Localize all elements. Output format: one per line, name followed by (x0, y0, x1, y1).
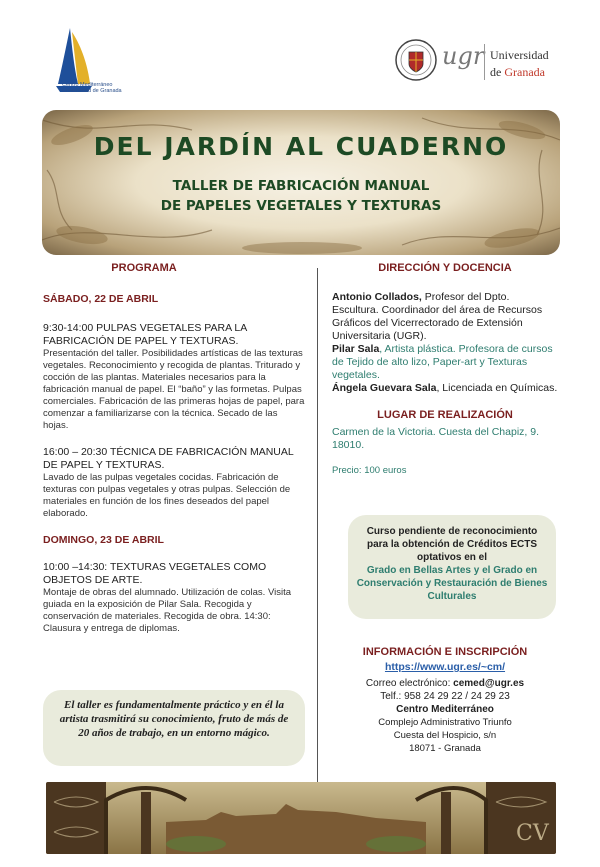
page-title: DEL JARDÍN AL CUADERNO (93, 132, 509, 161)
ugr-seal-icon (394, 38, 438, 82)
ugr-name-granada: Granada (504, 65, 545, 79)
teacher-2 (332, 343, 558, 382)
email-link[interactable]: cemed@ugr.es (453, 678, 525, 689)
org-name: Centro Mediterráneo (396, 704, 494, 715)
day1-heading: SÁBADO, 22 DE ABRIL (43, 293, 159, 305)
programa-heading: PROGRAMA (111, 262, 177, 274)
session1-title: 9:30-14:00 PULPAS VEGETALES PARA LA FABRICACIÓN DE PAPEL Y TEXTURAS. (43, 322, 247, 347)
price: Precio: 100 euros (332, 465, 407, 476)
ects-text: Curso pendiente de reconocimiento para la obtención de Créditos ECTS optativos en el (366, 526, 538, 563)
ugr-divider (484, 44, 485, 80)
contact-section (332, 646, 558, 755)
title-banner (42, 110, 560, 255)
ugr-mark: ugr (442, 42, 485, 70)
address-line2: Cuesta del Hospicio, s/n (393, 730, 497, 741)
teacher-1-desc: Profesor del Dpto. Escultura. Coordinador del área de Recursos Gráficos del Vicerrectorado de Extensión Universitaria (UGR). (332, 291, 543, 342)
address-line1: Complejo Administrativo Triunfo (378, 717, 512, 728)
ugr-logo (394, 38, 584, 88)
venue-address: Carmen de la Victoria. Cuesta del Chapiz, 9. 18010. (332, 426, 539, 451)
programa-section (43, 262, 305, 635)
subtitle-line2: DE PAPELES VEGETALES Y TEXTURAS (160, 198, 442, 214)
teacher-3-name: Ángela Guevara Sala (332, 382, 437, 394)
ects-degrees: Grado en Bellas Artes y el Grado en Conservación y Restauración de Bienes Culturales (356, 565, 548, 602)
column-divider (317, 268, 318, 790)
website-link[interactable]: https://www.ugr.es/~cm/ (384, 661, 506, 673)
teacher-1 (332, 291, 558, 343)
ugr-name-prefix: de (490, 65, 505, 79)
cm-logo-text: Centro Mediterráneo (62, 82, 113, 88)
cm-logo-subtext: Universidad de Granada (62, 88, 122, 94)
address-line3: 18071 - Granada (409, 743, 481, 754)
ugr-name-line2 (490, 65, 545, 80)
direccion-heading: DIRECCIÓN Y DOCENCIA (378, 262, 512, 274)
teacher-3 (332, 382, 558, 395)
ugr-name-line1: Universidad (490, 48, 549, 62)
svg-text:CV: CV (516, 821, 549, 846)
session2-title: 16:00 – 20:30 TÉCNICA DE FABRICACIÓN MANUAL DE PAPEL Y TEXTURAS. (43, 446, 294, 471)
teacher-2-name: Pilar Sala (332, 343, 380, 355)
teacher-2-desc: , Artista plástica. Profesora de cursos de Tejido de alto lizo, Paper-art y Texturas vegetales. (332, 343, 553, 381)
phone-line: Telf.: 958 24 29 22 / 24 29 23 (380, 691, 510, 702)
email-label: Correo electrónico: (365, 678, 454, 689)
session3-body: Montaje de obras del alumnado. Utilización de colas. Visita guiada en la exposición de Pilar Sala. Recogida y conservación de materiales. Recogida de obra. 14:30: Clausura y entrega de diplomas. (43, 587, 292, 634)
session1-body: Presentación del taller. Posibilidades artísticas de las texturas vegetales. Reconocimiento y recogida de plantas. Triturado y cocción de las plantas. Materiales necesarios para la fabricación manual de papel. El “baño” y las formetas. Pulpas comerciales. Fabricación de las primeras hojas de papel, para comenzar a familiarizarse con la técnica. Secado de las hojas. (43, 348, 305, 431)
email-line (332, 677, 558, 690)
teacher-1-name: Antonio Collados, (332, 291, 422, 303)
workshop-note: El taller es fundamentalmente práctico y en él la artista trasmitirá su conocimiento, fruto de más de 20 años de trabajo, en un entorno mágico. (43, 690, 305, 766)
session2-body: Lavado de las pulpas vegetales cocidas. Fabricación de texturas con pulpas vegetales y otras pulpas. Selección de materiales en función de los fines deseados del papel elaborado. (43, 472, 291, 519)
teacher-3-desc: , Licenciada en Químicas. (436, 382, 558, 394)
day2-heading: DOMINGO, 23 DE ABRIL (43, 534, 164, 546)
session3-title: 10:00 –14:30: TEXTURAS VEGETALES COMO OBJETOS DE ARTE. (43, 561, 267, 586)
info-column (332, 262, 558, 477)
alhambra-footer-image (46, 782, 556, 854)
ects-box (348, 515, 556, 619)
subtitle-line1: TALLER DE FABRICACIÓN MANUAL (172, 178, 430, 194)
lugar-heading: LUGAR DE REALIZACIÓN (377, 409, 513, 421)
info-heading: INFORMACIÓN E INSCRIPCIÓN (362, 646, 528, 658)
